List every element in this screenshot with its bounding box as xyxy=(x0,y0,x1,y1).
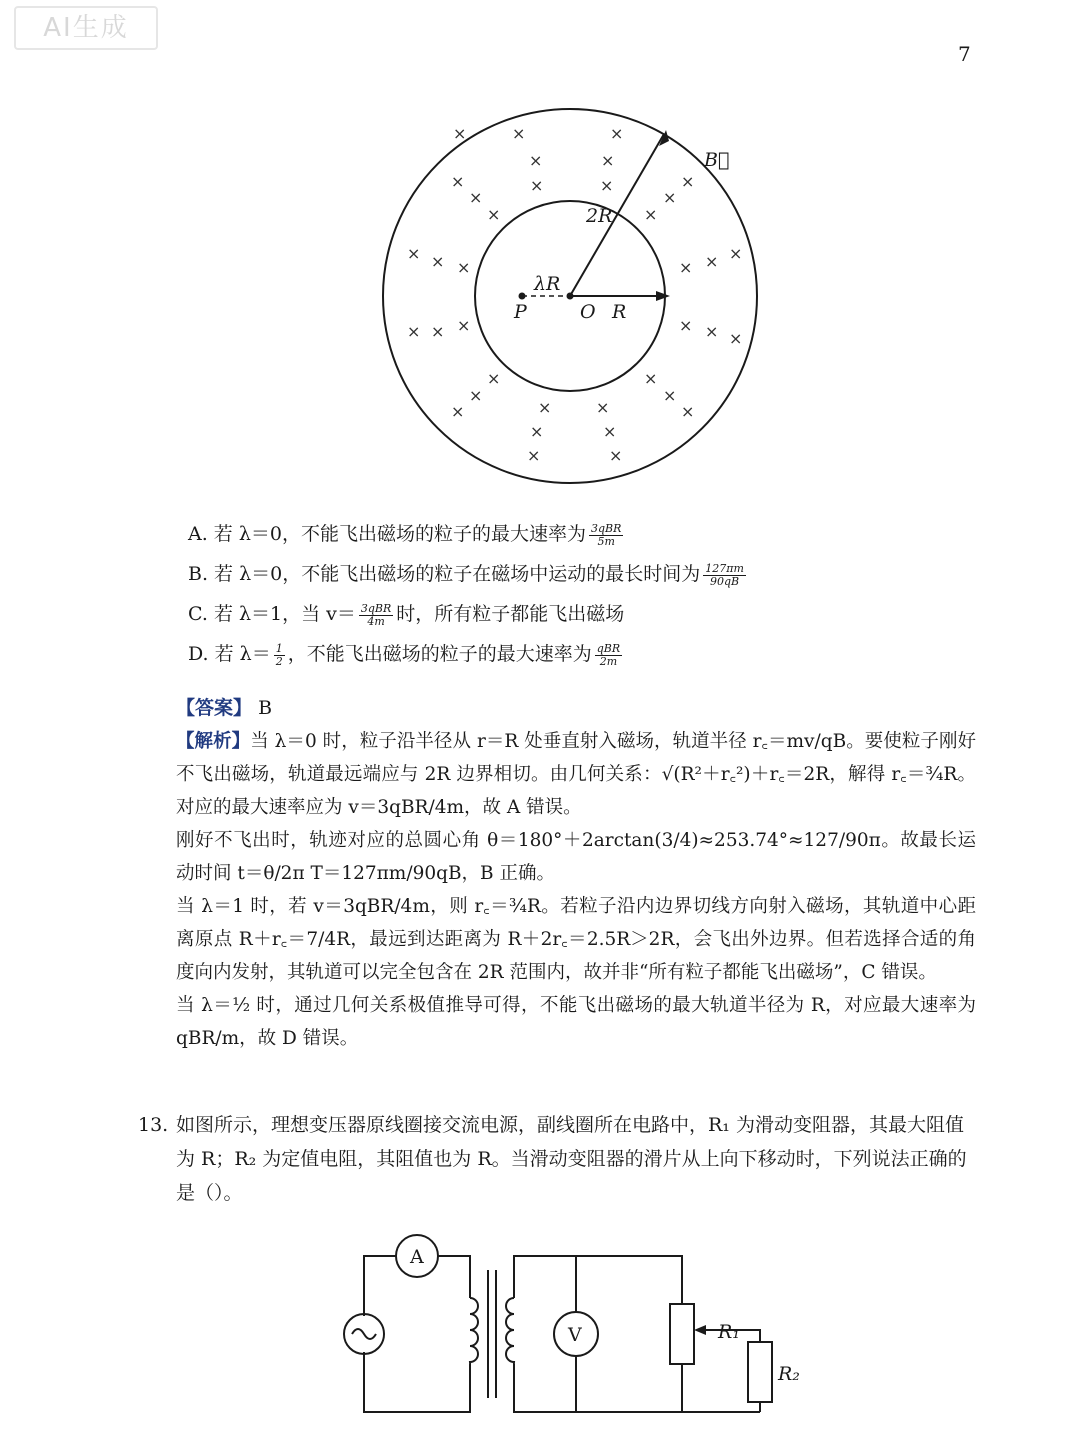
question-text: 如图所示，理想变压器原线圈接交流电源，副线圈所在电路中，R₁ 为滑动变阻器，其最大阻值为 R；R₂ 为定值电阻，其阻值也为 R。当滑动变阻器的滑片从上向下移动时，下列说法正确的是（）。 xyxy=(176,1114,967,1204)
voltmeter-label: V xyxy=(568,1324,582,1346)
question-13 xyxy=(138,1108,978,1210)
page-number: 7 xyxy=(958,42,971,66)
option-b: B. 若 λ＝0，不能飞出磁场的粒子在磁场中运动的最长时间为 $\frac{127\pi m}{90qB}$ xyxy=(188,561,744,588)
field-x-marker: × xyxy=(729,329,743,348)
label-2r: 2R xyxy=(586,205,613,227)
field-x-marker: × xyxy=(487,369,501,388)
ammeter-label: A xyxy=(410,1246,424,1268)
analysis-para-1: 【解析】当 λ＝0 时，粒子沿半径从 r＝R 处垂直射入磁场，轨道半径 r꜀＝mv/qB。要使粒子刚好不飞出磁场，轨道最远端应与 2R 边界相切。由几何关系：√(R²＋r꜀²)＋r꜀＝2R，解得 r꜀＝¾R。对应的最大速率应为 v＝3qBR/4m，故 A 错误。 xyxy=(176,731,976,818)
fraction: $\frac{\text{qBR}}{2m}$ xyxy=(596,641,621,668)
fraction: $\frac{\text{3qBR}}{4m}$ xyxy=(360,601,392,628)
field-x-marker: × xyxy=(603,422,617,441)
field-x-marker: × xyxy=(457,258,471,277)
field-x-marker: × xyxy=(527,446,541,465)
option-d: D. 若 λ＝ $\frac{1}{2}$ ，不能飞出磁场的粒子的最大速率为 $\frac{\text{qBR}}{2m}$ xyxy=(188,641,621,668)
field-x-marker: × xyxy=(681,402,695,421)
analysis-label: 【解析】 xyxy=(176,731,251,752)
field-x-marker: × xyxy=(596,398,610,417)
field-x-marker: × xyxy=(469,386,483,405)
option-a: A. 若 λ＝0，不能飞出磁场的粒子的最大速率为 $\frac{\text{3qBR}}{5m}$ xyxy=(188,521,622,548)
field-x-marker: × xyxy=(529,151,543,170)
field-x-marker: × xyxy=(601,151,615,170)
label-o: O xyxy=(580,301,596,323)
field-x-marker: × xyxy=(679,316,693,335)
transformer-circuit xyxy=(336,1226,816,1426)
field-x-marker: × xyxy=(644,205,658,224)
field-x-marker: × xyxy=(705,252,719,271)
field-x-marker: × xyxy=(431,252,445,271)
fraction: $\frac{127\pi m}{90qB}$ xyxy=(705,561,744,588)
analysis-para-3: 当 λ＝1 时，若 v＝3qBR/4m，则 r꜀＝¾R。若粒子沿内边界切线方向射入磁场，其轨道中心距离原点 R＋r꜀＝7/4R，最远到达距离为 R＋2r꜀＝2.5R＞2R，会飞出外边界。但若选择合适的角度向内发射，其轨道可以完全包含在 2R 范围内，故并非“所有粒子都能飞出磁场”，C 错误。 xyxy=(176,896,976,983)
r2-label: R₂ xyxy=(778,1363,800,1385)
field-x-marker: × xyxy=(609,446,623,465)
field-x-marker: × xyxy=(644,369,658,388)
field-x-marker: × xyxy=(681,172,695,191)
fraction: $\frac{1}{2}$ xyxy=(275,641,283,668)
label-lambda-r: λR xyxy=(534,273,561,295)
answer-label: 【答案】 xyxy=(176,697,253,719)
field-x-marker: × xyxy=(457,316,471,335)
answer-options xyxy=(188,514,948,674)
field-x-marker: × xyxy=(512,124,526,143)
field-x-marker: × xyxy=(451,172,465,191)
analysis xyxy=(176,725,976,1055)
field-x-marker: × xyxy=(538,398,552,417)
field-x-marker: × xyxy=(453,124,467,143)
fraction: $\frac{\text{3qBR}}{5m}$ xyxy=(590,521,622,548)
field-x-marker: × xyxy=(679,258,693,277)
answer-value: B xyxy=(258,697,273,719)
field-x-marker: × xyxy=(663,188,677,207)
field-x-marker: × xyxy=(729,244,743,263)
field-x-marker: × xyxy=(663,386,677,405)
field-x-marker: × xyxy=(487,205,501,224)
label-b-field: B⃗ xyxy=(704,149,730,171)
analysis-para-4: 当 λ＝½ 时，通过几何关系极值推导可得，不能飞出磁场的最大轨道半径为 R，对应最大速率为 qBR/m，故 D 错误。 xyxy=(176,995,976,1049)
field-x-marker: × xyxy=(530,422,544,441)
field-x-marker: × xyxy=(431,322,445,341)
center-dot xyxy=(567,293,574,300)
option-c: C. 若 λ＝1，当 v＝ $\frac{\text{3qBR}}{4m}$ 时，所有粒子都能飞出磁场 xyxy=(188,601,625,628)
field-x-marker: × xyxy=(407,322,421,341)
field-x-marker: × xyxy=(451,402,465,421)
label-p: P xyxy=(514,301,527,323)
r1-label: R₁ xyxy=(718,1321,740,1343)
answer-line xyxy=(176,692,976,725)
field-markers xyxy=(407,124,742,465)
solution-block xyxy=(176,692,976,1055)
field-x-marker: × xyxy=(469,188,483,207)
field-x-marker: × xyxy=(530,176,544,195)
field-x-marker: × xyxy=(610,124,624,143)
label-r: R xyxy=(612,301,627,323)
field-x-marker: × xyxy=(600,176,614,195)
analysis-para-2: 刚好不飞出时，轨迹对应的总圆心角 θ＝180°＋2arctan(3/4)≈253.74°≈127/90π。故最长运动时间 t＝θ/2π T＝127πm/90qB，B 正确。 xyxy=(176,830,976,884)
magnetic-field-figure xyxy=(380,106,760,496)
question-number: 13. xyxy=(138,1114,169,1136)
point-p-dot xyxy=(519,293,526,300)
field-x-marker: × xyxy=(407,244,421,263)
field-x-marker: × xyxy=(705,322,719,341)
ai-watermark: AI生成 xyxy=(14,6,158,50)
